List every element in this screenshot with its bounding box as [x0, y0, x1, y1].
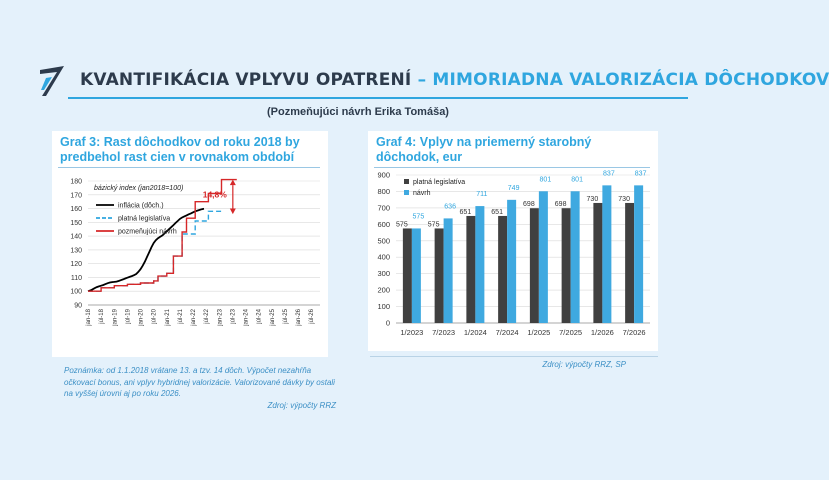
x-tick-label: 1/2026	[590, 328, 614, 337]
bar-1	[634, 185, 643, 323]
bar-1	[507, 200, 516, 323]
bar-0	[403, 228, 412, 323]
chart-title-graf4: Graf 4: Vplyv na priemerný starobný dôchodok, eur	[376, 135, 592, 164]
bar-value-label: 636	[444, 203, 456, 211]
y-tick-label: 0	[385, 318, 390, 328]
y-tick-label: 100	[377, 302, 390, 312]
x-tick-label: jan-21	[164, 309, 171, 326]
bar-value-label: 801	[539, 176, 552, 184]
chart-panel-graf4	[368, 131, 658, 351]
x-tick-label: jan-20	[138, 309, 145, 326]
note-graf3	[64, 365, 336, 411]
y-tick-label: 100	[70, 288, 82, 296]
y-tick-label: 600	[377, 219, 390, 229]
y-tick-label: 140	[70, 233, 82, 241]
x-tick-label: 7/2026	[622, 328, 646, 337]
legend-label: návrh	[413, 190, 431, 197]
rrz-logo-icon	[38, 64, 68, 98]
legend-swatch	[404, 190, 409, 195]
y-tick-label: 800	[377, 186, 390, 196]
x-tick-label: 1/2025	[527, 328, 551, 337]
annotation-label: 14,8%	[202, 189, 227, 200]
bar-value-label: 837	[603, 170, 615, 178]
page-title-main: KVANTIFIKÁCIA VPLYVU OPATRENÍ	[80, 70, 412, 90]
bar-value-label: 749	[507, 184, 520, 192]
bar-value-label: 801	[571, 176, 583, 184]
legend-label: platná legislatíva	[118, 215, 171, 223]
bar-1	[571, 191, 580, 323]
bar-1	[475, 206, 484, 323]
bar-value-label: 837	[634, 170, 647, 178]
header-divider	[68, 97, 688, 99]
x-tick-label: 7/2024	[495, 328, 519, 337]
page-title	[80, 70, 829, 90]
bar-value-label: 698	[554, 201, 567, 209]
legend-label: platná legislatíva	[413, 179, 466, 186]
source-graf3: Zdroj: výpočty RRZ	[267, 400, 336, 410]
x-tick-label: júl-24	[256, 309, 263, 324]
page-title-accent: – MIMORIADNA VALORIZÁCIA DÔCHODKOV	[411, 70, 829, 90]
bar-value-label: 651	[459, 208, 472, 216]
series-line-1	[88, 211, 222, 291]
x-tick-label: júl-22	[204, 309, 211, 324]
x-tick-label: 7/2023	[432, 328, 456, 337]
y-tick-label: 120	[70, 261, 82, 269]
x-tick-label: júl-26	[309, 309, 316, 324]
x-tick-label: jan-23	[217, 309, 224, 326]
x-tick-label: jan-25	[269, 309, 276, 326]
x-tick-label: jan-19	[112, 309, 119, 326]
y-tick-label: 170	[70, 192, 82, 200]
bar-0	[435, 228, 444, 323]
y-tick-label: 150	[70, 219, 82, 227]
bar-value-label: 575	[427, 221, 440, 229]
legend-label: pozmeňujúci návrh	[118, 228, 177, 236]
bar-value-label: 698	[523, 201, 535, 209]
bar-0	[498, 216, 507, 323]
y-tick-label: 700	[377, 203, 390, 213]
y-tick-label: 160	[70, 206, 82, 214]
x-tick-label: júl-20	[151, 309, 158, 324]
x-tick-label: 7/2025	[559, 328, 583, 337]
y-tick-label: 300	[377, 269, 390, 279]
x-tick-label: júl-23	[230, 309, 237, 324]
x-tick-label: 1/2023	[400, 328, 424, 337]
bar-1	[602, 185, 611, 323]
bar-1	[444, 218, 453, 323]
chart-panel-graf3	[52, 131, 328, 357]
legend-swatch	[404, 179, 409, 184]
y-tick-label: 90	[74, 302, 82, 310]
bar-value-label: 651	[491, 208, 503, 216]
source-graf4: Zdroj: výpočty RRZ, SP	[542, 360, 626, 369]
y-tick-label: 500	[377, 236, 390, 246]
bar-value-label: 711	[476, 191, 488, 199]
y-tick-label: 130	[70, 247, 82, 255]
annotation-arrowhead	[230, 209, 236, 215]
y-tick-label: 110	[70, 274, 82, 282]
bar-value-label: 575	[396, 221, 408, 229]
bar-1	[539, 191, 548, 323]
annotation-arrowhead	[230, 180, 236, 186]
x-tick-label: jan-24	[243, 309, 250, 326]
note-text: Poznámka: od 1.1.2018 vrátane 13. a tzv. 14 dôch. Výpočet nezahŕňa očkovací bonus, ani vplyv hybridnej valorizácie. Valorizované dávky by ostali na vyššej úrovni aj po roku 2026.	[64, 366, 335, 398]
x-tick-label: júl-21	[177, 309, 184, 324]
chart-subtitle-graf3: bázický index (jan2018=100)	[94, 185, 184, 192]
bar-0	[530, 208, 539, 323]
bar-0	[562, 208, 571, 323]
bar-chart-graf4	[368, 167, 658, 347]
bar-0	[625, 203, 634, 323]
bar-value-label: 730	[618, 195, 630, 203]
chart-title-graf3: Graf 3: Rast dôchodkov od roku 2018 by predbehol rast cien v rovnakom období	[60, 135, 300, 164]
x-tick-label: júl-18	[99, 309, 106, 324]
bar-value-label: 730	[586, 195, 599, 203]
x-tick-label: jan-26	[296, 309, 303, 326]
x-tick-label: jan-22	[191, 309, 198, 326]
bar-0	[466, 216, 475, 323]
bar-0	[593, 203, 602, 323]
bar-1	[412, 228, 421, 323]
legend-label: inflácia (dôch.)	[118, 202, 164, 210]
y-tick-label: 180	[70, 178, 82, 186]
y-tick-label: 400	[377, 252, 390, 262]
bar-value-label: 575	[412, 213, 425, 221]
x-tick-label: 1/2024	[463, 328, 487, 337]
x-tick-label: jan-18	[86, 309, 92, 326]
page-subtitle: (Pozmeňujúci návrh Erika Tomáša)	[267, 106, 449, 118]
y-tick-label: 900	[377, 170, 390, 180]
x-tick-label: júl-25	[282, 309, 289, 324]
source-divider-graf4	[370, 356, 658, 357]
line-chart-graf3	[52, 167, 328, 357]
y-tick-label: 200	[377, 285, 390, 295]
x-tick-label: júl-19	[125, 309, 132, 324]
